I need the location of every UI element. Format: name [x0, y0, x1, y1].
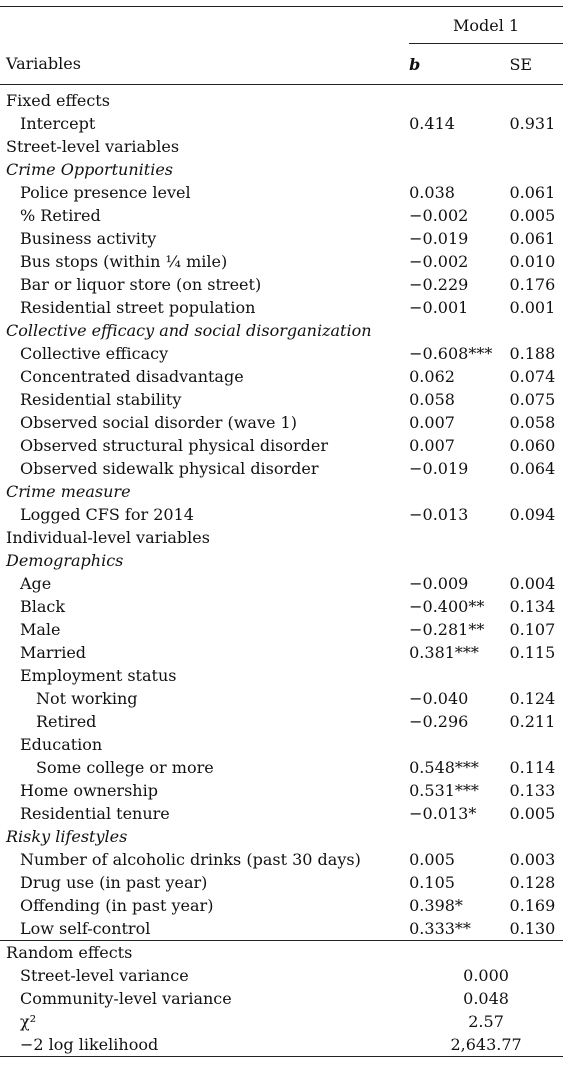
- standard-error: [509, 135, 563, 158]
- header-spacer: [0, 7, 409, 44]
- table-row: [0, 296, 563, 319]
- standard-error: 0.176: [509, 275, 556, 294]
- random-effect-value: [409, 941, 563, 965]
- standard-error: 0.061: [509, 183, 556, 202]
- random-effect-value: 2.57: [468, 1012, 504, 1031]
- random-effects-row: [0, 987, 563, 1010]
- table-body: [0, 7, 563, 1057]
- standard-error: [509, 480, 563, 503]
- random-effects-row: [0, 1033, 563, 1057]
- column-header-row: [0, 44, 563, 85]
- standard-error: 0.211: [509, 712, 556, 731]
- coefficient-b: −0.296: [409, 712, 469, 731]
- table-row: [0, 710, 563, 733]
- random-effects-row: [0, 941, 563, 965]
- table-row: [0, 572, 563, 595]
- coefficient-b: −0.013: [409, 505, 469, 524]
- table-row: [0, 365, 563, 388]
- table-row: [0, 779, 563, 802]
- random-effects-row: [0, 1010, 563, 1033]
- table-row: [0, 273, 563, 296]
- random-effect-label: χ²: [20, 1012, 37, 1031]
- standard-error: 0.133: [509, 781, 556, 800]
- variables-header: Variables: [0, 44, 409, 85]
- standard-error: 0.124: [509, 689, 556, 708]
- table-row: [0, 802, 563, 825]
- random-effect-value: 0.000: [463, 966, 509, 985]
- standard-error: 0.004: [509, 574, 556, 593]
- section-heading: Crime measure: [6, 482, 131, 501]
- table-row: [0, 89, 563, 112]
- standard-error: 0.005: [509, 804, 556, 823]
- random-effects-heading: Random effects: [0, 941, 409, 965]
- standard-error: 0.005: [509, 206, 556, 225]
- standard-error: 0.010: [509, 252, 556, 271]
- coefficient-b: −0.400**: [409, 597, 485, 616]
- standard-error: [509, 526, 563, 549]
- standard-error: 0.130: [509, 919, 556, 938]
- standard-error: 0.094: [509, 505, 556, 524]
- coefficient-b: −0.002: [409, 206, 469, 225]
- standard-error: 0.001: [509, 298, 556, 317]
- coefficient-b: −0.281**: [409, 620, 485, 639]
- coefficient-b: 0.105: [409, 873, 455, 892]
- coefficient-b: −0.001: [409, 298, 469, 317]
- table-row: [0, 135, 563, 158]
- standard-error: 0.074: [509, 367, 556, 386]
- group-label: Fixed effects: [6, 91, 110, 110]
- random-effects-row: [0, 964, 563, 987]
- standard-error: 0.188: [509, 344, 556, 363]
- table-row: [0, 204, 563, 227]
- coefficient-b: [409, 319, 509, 342]
- table-row: [0, 319, 563, 342]
- variable-label: Collective efficacy: [20, 344, 169, 363]
- variable-label: Some college or more: [36, 758, 214, 777]
- coefficient-b: [409, 825, 509, 848]
- standard-error: [509, 733, 563, 756]
- variable-label: Observed sidewalk physical disorder: [20, 459, 319, 478]
- standard-error: [509, 825, 563, 848]
- coefficient-b: −0.002: [409, 252, 469, 271]
- coefficient-b: 0.381***: [409, 643, 479, 662]
- table-row: [0, 848, 563, 871]
- variable-label: Age: [20, 574, 52, 593]
- table-row: [0, 250, 563, 273]
- standard-error: 0.060: [509, 436, 556, 455]
- variable-label: Offending (in past year): [20, 896, 214, 915]
- random-effect-label: Community-level variance: [20, 989, 232, 1008]
- random-effect-value: 0.048: [463, 989, 509, 1008]
- table-row: [0, 825, 563, 848]
- coefficient-b: −0.019: [409, 459, 469, 478]
- coefficient-b: [409, 135, 509, 158]
- table-row: [0, 526, 563, 549]
- coefficient-b: 0.038: [409, 183, 455, 202]
- coefficient-b: [409, 158, 509, 181]
- table-row: [0, 411, 563, 434]
- table-row: [0, 549, 563, 572]
- regression-table: [0, 6, 563, 1057]
- variable-label: Number of alcoholic drinks (past 30 days): [20, 850, 361, 869]
- standard-error: 0.134: [509, 597, 556, 616]
- coefficient-b: 0.005: [409, 850, 455, 869]
- standard-error: 0.107: [509, 620, 556, 639]
- coefficient-b: 0.007: [409, 413, 455, 432]
- coefficient-b: −0.608***: [409, 344, 493, 363]
- variable-label: Not working: [36, 689, 138, 708]
- variable-label: Retired: [36, 712, 97, 731]
- b-header: b: [409, 44, 509, 85]
- coefficient-b: [409, 480, 509, 503]
- variable-label: Logged CFS for 2014: [20, 505, 194, 524]
- table-row: [0, 618, 563, 641]
- table-row: [0, 480, 563, 503]
- variable-label: Residential street population: [20, 298, 256, 317]
- coefficient-b: −0.009: [409, 574, 469, 593]
- variable-label: Police presence level: [20, 183, 191, 202]
- variable-label: Married: [20, 643, 87, 662]
- table-row: [0, 342, 563, 365]
- random-effect-label: Street-level variance: [20, 966, 189, 985]
- standard-error: 0.003: [509, 850, 556, 869]
- variable-label: Residential stability: [20, 390, 182, 409]
- variable-label: Intercept: [20, 114, 96, 133]
- section-heading: Crime Opportunities: [6, 160, 173, 179]
- coefficient-b: 0.414: [409, 114, 455, 133]
- standard-error: [509, 664, 563, 687]
- table-row: [0, 388, 563, 411]
- standard-error: 0.169: [509, 896, 556, 915]
- section-heading: Risky lifestyles: [6, 827, 128, 846]
- table-row: [0, 434, 563, 457]
- variable-label: Male: [20, 620, 61, 639]
- coefficient-b: [409, 733, 509, 756]
- coefficient-b: [409, 89, 509, 112]
- variable-label: Black: [20, 597, 66, 616]
- standard-error: 0.075: [509, 390, 556, 409]
- standard-error: [509, 549, 563, 572]
- table-row: [0, 733, 563, 756]
- group-label: Street-level variables: [6, 137, 180, 156]
- table-row: [0, 664, 563, 687]
- variable-label: Home ownership: [20, 781, 158, 800]
- coefficient-b: [409, 664, 509, 687]
- coefficient-b: 0.333**: [409, 919, 471, 938]
- standard-error: 0.114: [509, 758, 556, 777]
- random-effect-label: −2 log likelihood: [0, 1033, 409, 1057]
- standard-error: 0.061: [509, 229, 556, 248]
- variable-label: Bus stops (within ¼ mile): [20, 252, 228, 271]
- variable-label: Drug use (in past year): [20, 873, 208, 892]
- standard-error: 0.115: [509, 643, 556, 662]
- table-row: [0, 641, 563, 664]
- group-label: Individual-level variables: [6, 528, 210, 547]
- standard-error: 0.931: [509, 114, 556, 133]
- table-row: [0, 112, 563, 135]
- standard-error: [509, 319, 563, 342]
- group-label: Education: [20, 735, 103, 754]
- standard-error: [509, 158, 563, 181]
- variable-label: Low self-control: [20, 919, 151, 938]
- coefficient-b: −0.019: [409, 229, 469, 248]
- coefficient-b: −0.229: [409, 275, 469, 294]
- table-row: [0, 917, 563, 941]
- variable-label: % Retired: [20, 206, 101, 225]
- variable-label: Residential tenure: [20, 804, 170, 823]
- table-row: [0, 595, 563, 618]
- standard-error: 0.128: [509, 873, 556, 892]
- coefficient-b: 0.398*: [409, 896, 463, 915]
- coefficient-b: −0.013*: [409, 804, 477, 823]
- section-heading: Demographics: [6, 551, 124, 570]
- standard-error: [509, 89, 563, 112]
- table-row: [0, 227, 563, 250]
- variable-label: Concentrated disadvantage: [20, 367, 244, 386]
- model-header-row: [0, 7, 563, 44]
- table-row: [0, 871, 563, 894]
- random-effect-value: 2,643.77: [409, 1033, 563, 1057]
- table-row: [0, 181, 563, 204]
- table-row: [0, 158, 563, 181]
- coefficient-b: 0.007: [409, 436, 455, 455]
- standard-error: 0.064: [509, 459, 556, 478]
- model-label: Model 1: [409, 7, 563, 44]
- table-row: [0, 457, 563, 480]
- table-row: [0, 894, 563, 917]
- section-heading: Collective efficacy and social disorganization: [6, 321, 372, 340]
- variable-label: Business activity: [20, 229, 157, 248]
- coefficient-b: −0.040: [409, 689, 469, 708]
- coefficient-b: 0.062: [409, 367, 455, 386]
- coefficient-b: 0.058: [409, 390, 455, 409]
- table-row: [0, 756, 563, 779]
- coefficient-b: [409, 526, 509, 549]
- table-row: [0, 687, 563, 710]
- variable-label: Observed structural physical disorder: [20, 436, 329, 455]
- coefficient-b: 0.548***: [409, 758, 479, 777]
- standard-error: 0.058: [509, 413, 556, 432]
- table-row: [0, 503, 563, 526]
- variable-label: Bar or liquor store (on street): [20, 275, 262, 294]
- group-label: Employment status: [20, 666, 177, 685]
- coefficient-b: [409, 549, 509, 572]
- coefficient-b: 0.531***: [409, 781, 479, 800]
- se-header: SE: [509, 44, 563, 85]
- variable-label: Observed social disorder (wave 1): [20, 413, 297, 432]
